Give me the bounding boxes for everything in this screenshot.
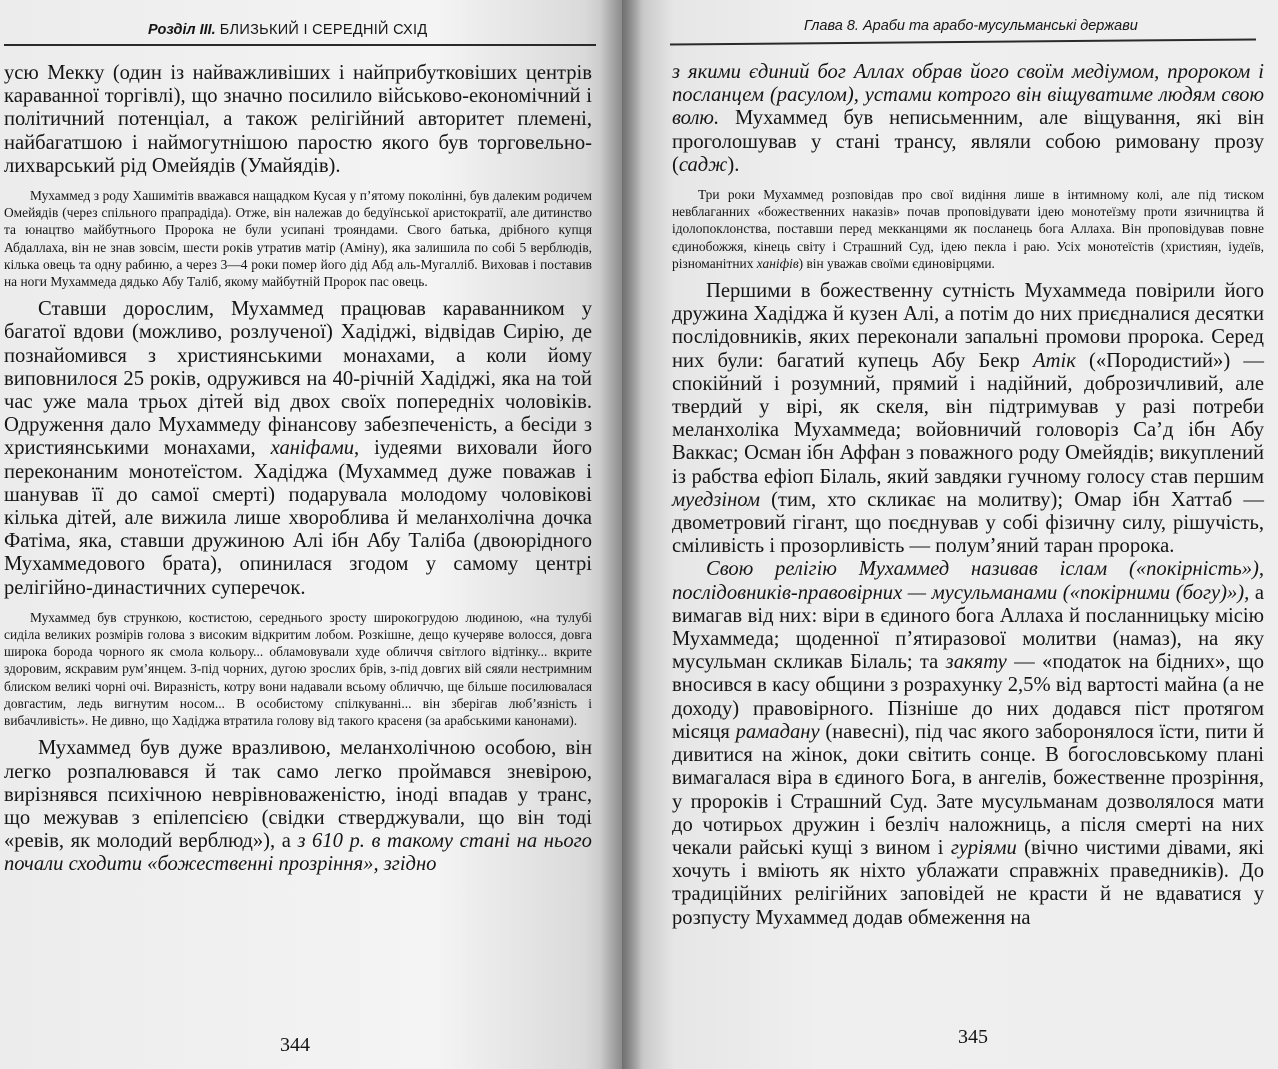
right-paragraph-3-a: а вимагав від них: віри в єдиного бога Аллаха й посланницьку місію Мухаммеда; щоденної п’ятиразової молитви (намаз), на яку мусульман скликав Білаль; та bbox=[672, 581, 1264, 674]
right-paragraph-1-rest: Мухаммед був неписьменним, але віщування, які він проголошував у стані трансу, являли собою римовану прозу ( bbox=[672, 107, 1264, 176]
right-note-1 bbox=[672, 186, 1264, 272]
left-paragraph-2-text: Ставши дорослим, Мухаммед працював караванником у багатої вдови (можливо, розлученої) Хадіджі, відвідав Сирію, де познайомився з християнськими монахами, а коли йому виповнилося 25 років, одружився на 40-річній Хадіджі, яка на той час уже мала трьох дітей від двох своїх попередніх чоловіків. Одруження дало Мухаммеду фінансову забезпеченість, а бесіди з християнськими монахами, bbox=[4, 298, 592, 460]
left-paragraph-2-term: ханіфами bbox=[270, 437, 355, 460]
left-header-part: Розділ III. bbox=[148, 22, 216, 38]
left-paragraph-2 bbox=[4, 298, 592, 600]
right-paragraph-3-term-1: закяту bbox=[945, 651, 1007, 674]
right-paragraph-1-italic: з якими єдиний бог Аллах обрав його своїм медіумом, пророком і посланцем (расулом), устами котрого він віщуватиме людям свою волю. bbox=[672, 61, 1264, 130]
left-page bbox=[0, 0, 622, 1069]
right-paragraph-1-term: садж bbox=[678, 153, 728, 176]
left-paragraph-3 bbox=[4, 737, 592, 876]
right-paragraph-3-term-2: рамадану bbox=[735, 720, 820, 743]
right-page-number: 345 bbox=[958, 1026, 988, 1048]
right-running-head: Глава 8. Араби та арабо-мусульманські держави bbox=[804, 18, 1138, 34]
right-paragraph-2-a: Першими в божественну сутність Мухаммеда повірили його дружина Хадіджа й кузен Алі, а потім до них приєдналися десятки послідовників, яких переконали запальні промови пророка. Серед них були: багатий купець Абу Бекр bbox=[672, 280, 1264, 372]
right-paragraph-3 bbox=[672, 558, 1264, 929]
right-paragraph-2-term-1: Атік bbox=[1033, 349, 1076, 372]
right-paragraph-1 bbox=[672, 61, 1264, 177]
right-note-1-term: ханіфів bbox=[756, 255, 799, 271]
left-text-block bbox=[4, 62, 592, 877]
right-paragraph-2-b: («Породистий») — спокійний і розумний, прямий і надійний, доброзичливий, але твердий у вірі, як скеля, він підтримував у разі потреби меланхоліка Мухаммеда; войовничий головоріз Са’д ібн Абу Ваккас; Осман ібн Аффан з поважного роду Омейядів; викуплений із рабства ефіоп Білаль, який завдяки гучному голосу став першим bbox=[672, 349, 1264, 488]
left-paragraph-3-text: Мухаммед був дуже вразливою, меланхолічною особою, він легко розпалювався й так само легко проймався зневірою, вирізнявся психічною неврівноваженістю, іноді впадав у транс, що межував з епілепсією (свідки стверджували, що він тоді «ревів, як молодий верблюд»), а bbox=[4, 737, 592, 853]
right-note-1-text: Три роки Мухаммед розповідав про свої видіння лише в інтимному колі, але під тиском невблаганних «божественних наказів» почав проповідувати ідею монотеїзму проти язичництва й ідолопоклонства, поставши перед мекканцями як посланець бога Аллаха. Він проповідував повне єдинобожжя, кінець світу і Страшний Суд, ідею пекла і раю. Усіх монотеїстів (християн, іудеїв, різноманітних bbox=[672, 187, 1264, 271]
right-paragraph-3-b: — «податок на бідних», що вносився в касу общини з розрахунку 2,5% від вартості майна (а не доходу) правовірного. Пізніше до них додався піст протягом місяця bbox=[672, 651, 1265, 743]
right-paragraph-3-c: (навесні), під час якого заборонялося їсти, пити й дивитися на жінок, доки світить сонце. В богословському плані вимагалася віра в єдиного Бога, в ангелів, божественне прозріння, у пророків і Страшний Суд. Зате мусульманам дозволялося мати до чотирьох дружин і безліч наложниць, а після смерті на них чекали райські кущі з вином і bbox=[672, 720, 1265, 859]
right-text-block bbox=[672, 61, 1264, 930]
right-header-rule bbox=[670, 38, 1256, 45]
right-paragraph-2-term-2: муедзіном bbox=[672, 488, 760, 511]
right-paragraph-3-term-3: гуріями bbox=[950, 836, 1017, 859]
left-header-rule bbox=[4, 44, 596, 46]
left-note-2: Мухаммед був стрункою, костистою, середнього зросту широкогрудою людиною, «на тулубі сиділа великих розмірів голова з високим відкритим лобом. Розкішне, дещо кучеряве волосся, довга широка борода чорного як смола кольору... обламовували худе обличчя світлого відтінку... вкрите здоровим, яскравим рум’янцем. З-під чорних, дугою зрослих брів, з-під довгих вій сяяли нестримним блиском великі чорні очі. Виразність, котру вони надавали всьому обличчю, ще більше посилювалася довгастим, ледь вигнутим носом... В особистому спілкуванні... він зберігав люб’язність і вибачливість». Не дивно, що Хадіджа втратила голову від такого красеня (за арабськими канонами). bbox=[4, 609, 592, 729]
right-page bbox=[622, 0, 1278, 1069]
right-paragraph-2 bbox=[672, 280, 1264, 558]
left-running-head bbox=[148, 22, 427, 38]
left-paragraph-2-rest: , іудеями виховали його переконаним монотеїстом. Хадіджа (Мухаммед дуже поважав і шанував її до самої смерті) подарувала молодому чоловікові кілька дітей, але вижила лише хвороблива й меланхолічна дочка Фатіма, яка, ставши дружиною Алі ібн Абу Таліба (двоюрідного Мухаммедового брата), опинилася згодом у самому центрі релігійно-династичних суперечок. bbox=[4, 437, 592, 599]
left-header-title: БЛИЗЬКИЙ І СЕРЕДНІЙ СХІД bbox=[219, 22, 428, 38]
right-paragraph-2-c: (тим, хто скликає на молитву); Омар ібн Хаттаб — двометровий гігант, що поєднував у собі фізичну силу, рішучість, сміливість і прозорливість — полум’яний таран пророка. bbox=[672, 488, 1264, 558]
left-paragraph-1: усю Мекку (один із найважливіших і найприбутковіших центрів караванної торгівлі), що значно посилило військово-економічний і політичний потенціал, а також релігійний авторитет племені, найбагатшою і наймогутнішою паростю якого був торговельно-лихварський рід Омейядів (Умайядів). bbox=[4, 62, 592, 177]
left-note-1: Мухаммед з роду Хашимітів вважався нащадком Кусая у п’ятому поколінні, був далеким родичем Омейядів (через спільного прапрадіда). Отже, він належав до бедуїнської аристократії, але дитинство та юнацтво майбутнього Пророка не були усипані трояндами. Свого батька, дрібного купця Абдаллаха, він не знав зовсім, шести років утратив матір (Аміну), яка залишила по собі 5 верблюдів, кілька овець та одну рабиню, а через 3—4 роки помер його дід Абд аль-Мугалліб. Виховав і поставив на ноги Мухаммеда дядько Абу Таліб, якому майбутній Пророк пас овець. bbox=[4, 188, 592, 290]
left-page-number: 344 bbox=[280, 1034, 310, 1056]
right-note-1-end: ) він уважав своїми єдиновірцями. bbox=[798, 255, 995, 271]
left-paragraph-3-italic: з 610 р. в такому стані на нього почали сходити «божественні прозріння», згідно bbox=[4, 830, 592, 876]
right-paragraph-3-d: (вічно чистими дівами, які хочуть і вміють як ніхто ублажати справжніх праведників). До традиційних релігійних заповідей не красти й не вдаватися у розпусту Мухаммед додав обмеження на bbox=[672, 836, 1265, 929]
right-paragraph-1-end: ). bbox=[727, 153, 740, 176]
right-paragraph-3-italic: Свою релігію Мухаммед називав іслам («покірність»), послідовників-правовірних — мусульманами («покірними (богу)»), bbox=[672, 558, 1264, 604]
